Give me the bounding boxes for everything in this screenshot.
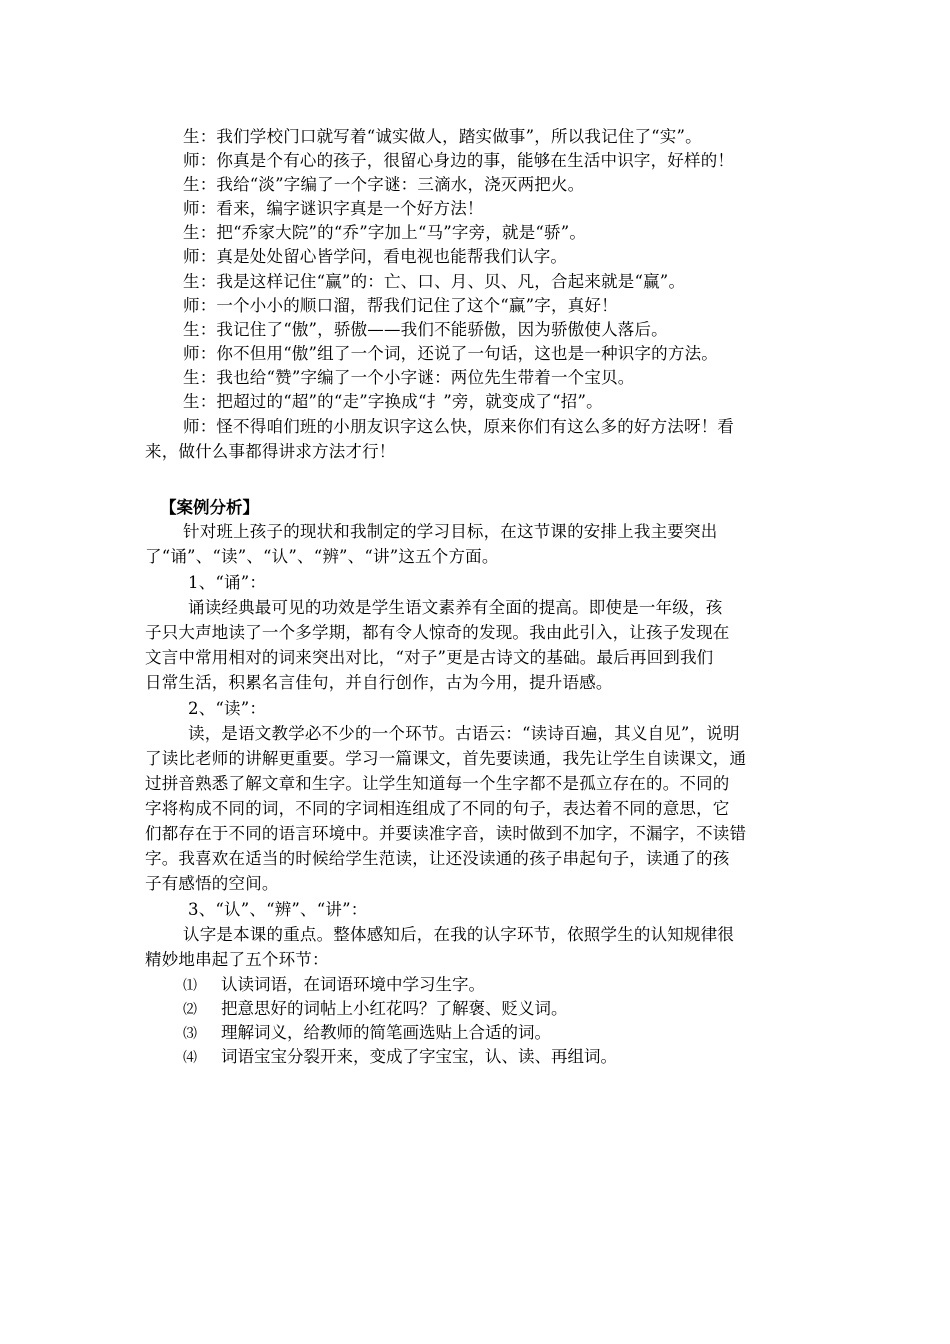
section-2-paragraph-line: 了读比老师的讲解更重要。学习一篇课文，首先要读通，我先让学生自读课文，通 — [145, 749, 747, 768]
step-item — [183, 1022, 551, 1045]
analysis-intro-line1: 针对班上孩子的现状和我制定的学习目标，在这节课的安排上我主要突出 — [183, 522, 718, 541]
dialogue-line: 生：把“乔家大院”的“乔”字加上“马”字旁，就是“骄”。 — [183, 223, 587, 242]
section-2-paragraph-line: 字。我喜欢在适当的时候给学生范读，让还没读通的孩子串起句子，读通了的孩 — [145, 849, 730, 868]
step-number: ⑷ — [183, 1050, 197, 1066]
dialogue-line: 生：我们学校门口就写着“诚实做人，踏实做事”，所以我记住了“实”。 — [183, 127, 702, 146]
step-text: 认读词语，在词语环境中学习生字。 — [221, 975, 485, 994]
section-2-paragraph-line: 字将构成不同的词，不同的字词相连组成了不同的句子，表达着不同的意思，它 — [145, 799, 730, 818]
section-1-paragraph-line: 日常生活，积累名言佳句，并自行创作，古为今用，提升语感。 — [145, 673, 613, 692]
step-number: ⑶ — [183, 1026, 197, 1042]
dialogue-line: 师：真是处处留心皆学问，看电视也能帮我们认字。 — [183, 247, 568, 266]
section-1-paragraph-line: 诵读经典最可见的功效是学生语文素养有全面的提高。即使是一年级，孩 — [188, 598, 723, 617]
section-1-paragraph-line: 文言中常用相对的词来突出对比，“对子”更是古诗文的基础。最后再回到我们 — [145, 648, 714, 667]
step-text: 把意思好的词帖上小红花吗？了解褒、贬义词。 — [221, 999, 568, 1018]
dialogue-line: 师：一个小小的顺口溜，帮我们记住了这个“赢”字，真好！ — [183, 296, 618, 315]
step-text: 词语宝宝分裂开来，变成了字宝宝，认、读、再组词。 — [221, 1047, 617, 1066]
section-3-paragraph-line: 精妙地串起了五个环节： — [145, 950, 329, 969]
dialogue-line: 师：看来，编字谜识字真是一个好方法！ — [183, 199, 484, 218]
step-item — [183, 998, 568, 1021]
analysis-heading: 【案例分析】 — [160, 498, 259, 517]
section-2-paragraph-line: 子有感悟的空间。 — [145, 874, 279, 893]
section-2-paragraph-line: 们都存在于不同的语言环境中。并要读准字音，读时做到不加字，不漏字，不读错 — [145, 824, 747, 843]
section-3-paragraph-line: 认字是本课的重点。整体感知后，在我的认字环节，依照学生的认知规律很 — [183, 925, 735, 944]
step-number: ⑵ — [183, 1002, 197, 1018]
step-item — [183, 974, 485, 997]
dialogue-line: 师：你不但用“傲”组了一个词，还说了一句话，这也是一种识字的方法。 — [183, 344, 718, 363]
section-3-title: 3、“认”、“辨”、“讲”： — [188, 900, 368, 919]
dialogue-line: 生：我也给“赞”字编了一个小字谜：两位先生带着一个宝贝。 — [183, 368, 635, 387]
dialogue-line: 师：你真是个有心的孩子，很留心身边的事，能够在生活中识字，好样的！ — [183, 151, 735, 170]
section-1-title: 1、“诵”： — [188, 573, 267, 592]
section-2-paragraph-line: 过拼音熟悉了解文章和生字。让学生知道每一个生字都不是孤立存在的。不同的 — [145, 774, 730, 793]
dialogue-line: 生：我是这样记住“赢”的：亡、口、月、贝、凡，合起来就是“赢”。 — [183, 272, 686, 291]
dialogue-line: 生：我给“淡”字编了一个字谜：三滴水，浇灭两把火。 — [183, 175, 585, 194]
section-2-title: 2、“读”： — [188, 699, 267, 718]
step-text: 理解词义，给教师的简笔画选贴上合适的词。 — [221, 1023, 551, 1042]
step-item — [183, 1046, 617, 1069]
teacher-closing-line2: 来，做什么事都得讲求方法才行！ — [145, 442, 396, 461]
dialogue-line: 生：把超过的“超”的“走”字换成“扌”旁，就变成了“招”。 — [183, 392, 603, 411]
teacher-closing-line1: 师：怪不得咱们班的小朋友识字这么快，原来你们有这么多的好方法呀！看 — [183, 417, 735, 436]
section-2-paragraph-line: 读，是语文教学必不少的一个环节。古语云：“读诗百遍，其义自见”，说明 — [188, 724, 740, 743]
step-number: ⑴ — [183, 978, 197, 994]
section-1-paragraph-line: 子只大声地读了一个多学期，都有令人惊奇的发现。我由此引入，让孩子发现在 — [145, 623, 730, 642]
dialogue-line: 生：我记住了“傲”，骄傲——我们不能骄傲，因为骄傲使人落后。 — [183, 320, 668, 339]
analysis-intro-line2: 了“诵”、“读”、“认”、“辨”、“讲”这五个方面。 — [145, 547, 499, 566]
